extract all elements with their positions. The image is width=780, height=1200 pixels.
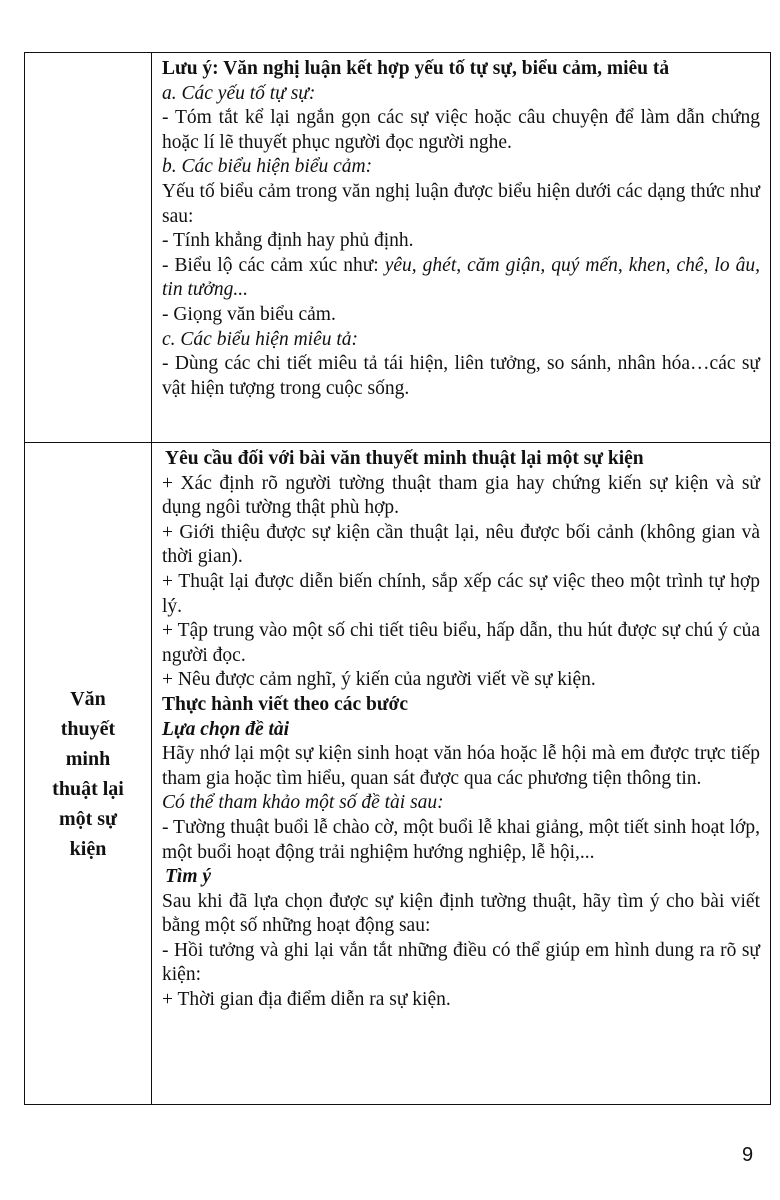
requirement-5: + Nêu được cảm nghĩ, ý kiến của người viết về sự kiện. <box>162 669 596 691</box>
table-row-narrative <box>25 443 771 1105</box>
step-1-item: - Tường thuật buổi lễ chào cờ, một buổi lễ khai giảng, một tiết sinh hoạt lớp, một buổi hoạt động trải nghiệm hướng nghiệp, lễ hội,... <box>162 816 760 863</box>
content-table <box>24 52 771 1105</box>
left-cell-label <box>25 443 152 1105</box>
label-line-2: thuyết <box>60 717 116 740</box>
page-number: 9 <box>742 1144 754 1166</box>
b-item-2-prefix: - Biểu lộ các cảm xúc như: <box>162 254 385 276</box>
label-line-1: Văn <box>70 687 106 710</box>
label-line-5: một sự <box>58 807 118 830</box>
sub-heading-b: b. Các biểu hiện biểu cảm: <box>162 156 373 178</box>
b-intro: Yếu tố biểu cảm trong văn nghị luận được biểu hiện dưới các dạng thức như sau: <box>162 180 760 227</box>
right-cell-narrative <box>152 443 771 1105</box>
step-2-title: Tìm ý <box>165 866 212 888</box>
narrative-content <box>152 443 770 1013</box>
step-2-item-1: - Hồi tưởng và ghi lại vắn tắt những điều có thể giúp em hình dung ra rõ sự kiện: <box>162 939 760 986</box>
b-item-2-emotions: yêu, ghét, căm giận, quý mến, khen, chê, lo âu, tin tưởng... <box>162 254 760 301</box>
requirement-1: + Xác định rõ người tường thuật tham gia hay chứng kiến sự kiện và sử dụng ngôi tường thật phù hợp. <box>162 472 760 519</box>
requirement-3: + Thuật lại được diễn biến chính, sắp xếp các sự việc theo một trình tự hợp lý. <box>162 570 760 617</box>
b-item-3: - Giọng văn biểu cảm. <box>162 303 336 325</box>
requirement-2: + Giới thiệu được sự kiện cần thuật lại, nêu được bối cảnh (không gian và thời gian). <box>162 521 760 568</box>
steps-title: Thực hành viết theo các bước <box>162 693 408 715</box>
label-line-6: kiện <box>69 837 107 860</box>
section-label <box>25 684 151 864</box>
step-1-text: Hãy nhớ lại một sự kiện sinh hoạt văn hóa hoặc lễ hội mà em được trực tiếp tham gia hoặc tìm hiểu, quan sát được qua các phương tiện thông tin. <box>162 743 760 789</box>
step-2-text: Sau khi đã lựa chọn được sự kiện định tường thuật, hãy tìm ý cho bài viết bằng một số những hoạt động sau: <box>162 890 760 937</box>
left-cell-empty <box>25 53 152 443</box>
b-item-2 <box>162 254 760 303</box>
right-cell-notes <box>152 53 771 443</box>
b-item-1: - Tính khẳng định hay phủ định. <box>162 230 414 252</box>
sub-heading-c: c. Các biểu hiện miêu tả: <box>162 328 359 350</box>
label-line-3: minh <box>65 747 111 770</box>
step-2-item-2: + Thời gian địa điểm diễn ra sự kiện. <box>162 989 451 1011</box>
step-1-reference: Có thể tham khảo một số đề tài sau: <box>162 792 444 814</box>
notes-title: Lưu ý: Văn nghị luận kết hợp yếu tố tự sự, biểu cảm, miêu tả <box>162 58 670 79</box>
label-line-4: thuật lại <box>52 777 124 800</box>
notes-content <box>152 53 770 401</box>
requirement-4: + Tập trung vào một số chi tiết tiêu biểu, hấp dẫn, thu hút được sự chú ý của người đọc. <box>162 620 760 666</box>
step-1-title: Lựa chọn đề tài <box>162 718 290 740</box>
a-item-1: - Tóm tắt kể lại ngắn gọn các sự việc hoặc câu chuyện để làm dẫn chứng hoặc lí lẽ thuyết phục người đọc người nghe. <box>162 107 760 153</box>
sub-heading-a: a. Các yếu tố tự sự: <box>162 82 316 104</box>
table-row-notes <box>25 53 771 443</box>
requirements-title: Yêu cầu đối với bài văn thuyết minh thuật lại một sự kiện <box>165 448 644 469</box>
c-item-1: - Dùng các chi tiết miêu tả tái hiện, liên tưởng, so sánh, nhân hóa…các sự vật hiện tượng trong cuộc sống. <box>162 353 760 399</box>
